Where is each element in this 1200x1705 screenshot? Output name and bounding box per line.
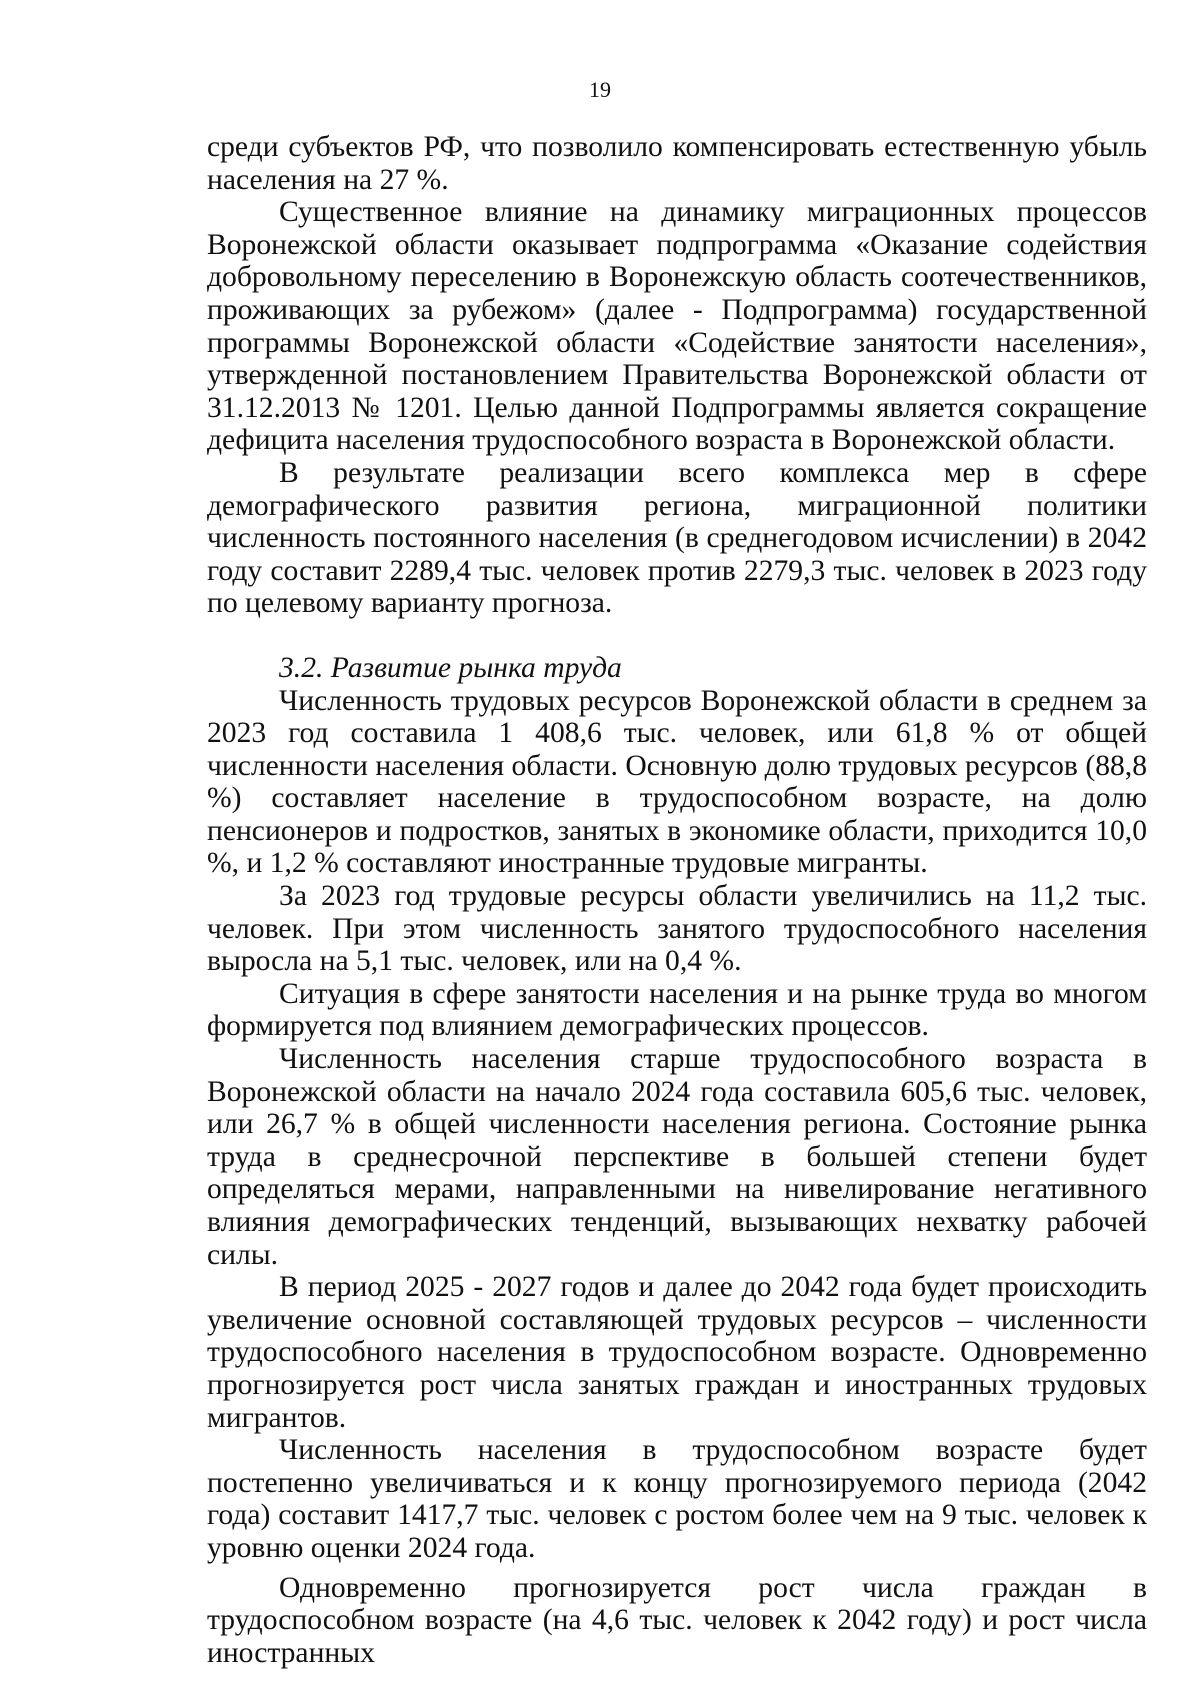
paragraph-subprogram-influence: Существенное влияние на динамику миграционных процессов Воронежской области оказывает подпрограмма «Оказание содействия добровольному переселению в Воронежскую область соотечественников, проживающих за рубежом» (далее - Подпрограмма) государственной программы Воронежской области «Содействие занятости населения», утвержденной постановлением Правительства Воронежской области от 31.12.2013 № 1201. Целью данной Подпрограммы является сокращение дефицита населения трудоспособного возраста в Воронежской области. xyxy=(207,196,1147,457)
paragraph-older-population: Численность населения старше трудоспособного возраста в Воронежской области на начало 2024 года составила 605,6 тыс. человек, или 26,7 % в общей численности населения региона. Состояние рынка труда в среднесрочной перспективе в большей степени будет определяться мерами, направленными на нивелирование негативного влияния демографических тенденций, вызывающих нехватку рабочей силы. xyxy=(207,1043,1147,1271)
paragraph-population-forecast: В результате реализации всего комплекса мер в сфере демографического развития региона, миграционной политики численность постоянного населения (в среднегодовом исчислении) в 2042 году составит 2289,4 тыс. человек против 2279,3 тыс. человек в 2023 году по целевому варианту прогноза. xyxy=(207,456,1147,620)
paragraph-growth-forecast: Одновременно прогнозируется рост числа граждан в трудоспособном возрасте (на 4,6 тыс. человек к 2042 году) и рост числа иностранных xyxy=(207,1571,1147,1669)
paragraph-employment-situation: Ситуация в сфере занятости населения и на рынке труда во многом формируется под влиянием демографических процессов. xyxy=(207,977,1147,1043)
page-number: 19 xyxy=(589,77,611,102)
paragraph-forecast-period: В период 2025 - 2027 годов и далее до 2042 года будет происходить увеличение основной составляющей трудовых ресурсов – численности трудоспособного населения в трудоспособном возрасте. Одновременно прогнозируется рост числа занятых граждан и иностранных трудовых мигрантов. xyxy=(207,1271,1147,1434)
paragraph-labor-growth: За 2023 год трудовые ресурсы области увеличились на 11,2 тыс. человек. При этом численность занятого трудоспособного населения выросла на 5,1 тыс. человек, или на 0,4 %. xyxy=(207,880,1147,978)
document-body xyxy=(207,131,1147,1669)
paragraph-working-age-forecast: Численность населения в трудоспособном возрасте будет постепенно увеличиваться и к концу прогнозируемого периода (2042 года) составит 1417,7 тыс. человек с ростом более чем на 9 тыс. человек к уровню оценки 2024 года. xyxy=(207,1434,1147,1564)
paragraph-continuation: среди субъектов РФ, что позволило компенсировать естественную убыль населения на 27 %. xyxy=(207,131,1147,196)
section-heading: 3.2. Развитие рынка труда xyxy=(279,651,622,684)
paragraph-labor-resources: Численность трудовых ресурсов Воронежской области в среднем за 2023 год составила 1 408,6 тыс. человек, или 61,8 % от общей численности населения области. Основную долю трудовых ресурсов (88,8 %) составляет население в трудоспособном возрасте, на долю пенсионеров и подростков, занятых в экономике области, приходится 10,0 %, и 1,2 % составляют иностранные трудовые мигранты. xyxy=(207,684,1147,880)
